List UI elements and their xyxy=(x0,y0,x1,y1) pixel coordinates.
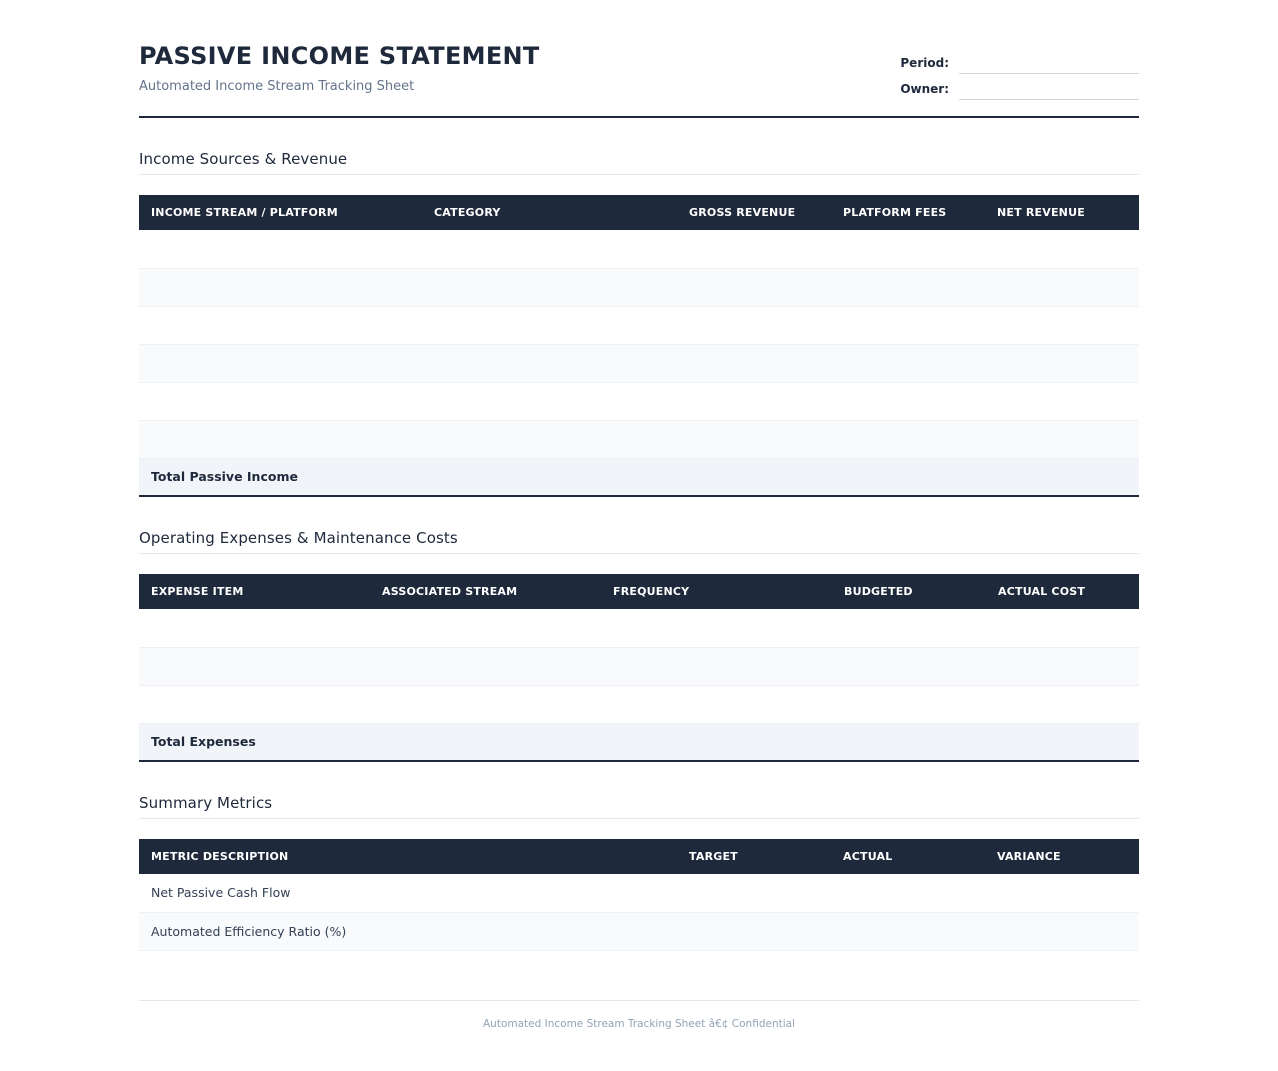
table-cell[interactable] xyxy=(677,420,831,458)
expenses-total-actual xyxy=(986,723,1139,761)
table-cell[interactable] xyxy=(985,912,1139,950)
table-cell[interactable] xyxy=(831,344,985,382)
table-cell[interactable] xyxy=(601,647,832,685)
table-cell[interactable] xyxy=(422,344,677,382)
table-cell[interactable] xyxy=(832,685,986,723)
table-cell[interactable] xyxy=(422,268,677,306)
table-row xyxy=(139,912,1139,950)
summary-col-variance: VARIANCE xyxy=(997,850,1061,863)
table-cell[interactable] xyxy=(832,609,986,647)
table-row xyxy=(139,382,1139,420)
table-row xyxy=(139,874,1139,912)
table-cell[interactable] xyxy=(139,306,422,344)
table-cell[interactable] xyxy=(985,874,1139,912)
expenses-total-row xyxy=(139,723,1139,761)
income-total-label: Total Passive Income xyxy=(139,458,677,496)
income-section-title: Income Sources & Revenue xyxy=(139,150,1139,175)
income-col-stream: INCOME STREAM / PLATFORM xyxy=(151,206,338,219)
table-cell[interactable] xyxy=(139,685,370,723)
income-col-category: CATEGORY xyxy=(434,206,501,219)
table-cell[interactable] xyxy=(831,874,985,912)
table-cell[interactable] xyxy=(422,230,677,268)
table-cell[interactable] xyxy=(139,268,422,306)
table-cell[interactable] xyxy=(139,420,422,458)
owner-label: Owner: xyxy=(900,82,949,96)
expenses-col-budgeted: BUDGETED xyxy=(844,585,913,598)
owner-field[interactable] xyxy=(959,78,1139,100)
income-total-fees xyxy=(831,458,985,496)
table-cell[interactable] xyxy=(831,230,985,268)
table-cell[interactable] xyxy=(831,420,985,458)
table-cell[interactable] xyxy=(677,344,831,382)
expenses-col-actual: ACTUAL COST xyxy=(998,585,1086,598)
expenses-total-budgeted xyxy=(832,723,986,761)
table-cell[interactable] xyxy=(677,912,831,950)
table-cell[interactable] xyxy=(139,344,422,382)
period-label: Period: xyxy=(900,56,949,70)
table-row xyxy=(139,306,1139,344)
table-cell[interactable] xyxy=(677,230,831,268)
table-cell[interactable] xyxy=(677,306,831,344)
table-cell[interactable] xyxy=(985,382,1139,420)
expenses-table xyxy=(139,574,1139,762)
income-col-fees: PLATFORM FEES xyxy=(843,206,947,219)
period-row xyxy=(879,48,1139,74)
table-cell[interactable] xyxy=(986,609,1139,647)
summary-col-metric: METRIC DESCRIPTION xyxy=(151,850,289,863)
table-row xyxy=(139,344,1139,382)
income-total-row xyxy=(139,458,1139,496)
expenses-total-label: Total Expenses xyxy=(139,723,832,761)
table-cell[interactable] xyxy=(831,268,985,306)
metric-label: Automated Efficiency Ratio (%) xyxy=(139,912,677,950)
page-title: PASSIVE INCOME STATEMENT xyxy=(139,42,540,70)
table-cell[interactable] xyxy=(422,382,677,420)
table-cell[interactable] xyxy=(985,344,1139,382)
table-cell[interactable] xyxy=(139,609,370,647)
table-cell[interactable] xyxy=(139,230,422,268)
table-row xyxy=(139,268,1139,306)
table-cell[interactable] xyxy=(832,647,986,685)
table-cell[interactable] xyxy=(139,382,422,420)
table-cell[interactable] xyxy=(986,685,1139,723)
table-cell[interactable] xyxy=(985,306,1139,344)
table-cell[interactable] xyxy=(677,382,831,420)
table-cell[interactable] xyxy=(831,382,985,420)
table-cell[interactable] xyxy=(831,306,985,344)
page-footer: Automated Income Stream Tracking Sheet â€¢ Confidential xyxy=(139,1000,1139,1030)
period-field[interactable] xyxy=(959,52,1139,74)
summary-col-target: TARGET xyxy=(689,850,738,863)
metric-label: Net Passive Cash Flow xyxy=(139,874,677,912)
table-row xyxy=(139,647,1139,685)
table-cell[interactable] xyxy=(370,609,601,647)
summary-section-title: Summary Metrics xyxy=(139,794,1139,819)
document-header xyxy=(139,0,1139,118)
table-cell[interactable] xyxy=(139,647,370,685)
table-cell[interactable] xyxy=(985,268,1139,306)
table-cell[interactable] xyxy=(601,685,832,723)
income-col-gross: GROSS REVENUE xyxy=(689,206,796,219)
income-table xyxy=(139,195,1139,497)
page-subtitle: Automated Income Stream Tracking Sheet xyxy=(139,79,415,94)
table-cell[interactable] xyxy=(422,420,677,458)
meta-fields xyxy=(879,48,1139,100)
summary-table xyxy=(139,839,1139,951)
statement-page xyxy=(139,0,1139,1030)
table-cell[interactable] xyxy=(601,609,832,647)
summary-header-row xyxy=(139,839,1139,874)
table-row xyxy=(139,420,1139,458)
expenses-col-frequency: FREQUENCY xyxy=(613,585,690,598)
summary-col-actual: ACTUAL xyxy=(843,850,893,863)
table-cell[interactable] xyxy=(831,912,985,950)
table-cell[interactable] xyxy=(677,874,831,912)
expenses-section-title: Operating Expenses & Maintenance Costs xyxy=(139,529,1139,554)
table-cell[interactable] xyxy=(985,230,1139,268)
income-total-net xyxy=(985,458,1139,496)
table-row xyxy=(139,685,1139,723)
table-cell[interactable] xyxy=(986,647,1139,685)
table-cell[interactable] xyxy=(370,685,601,723)
expenses-col-stream: ASSOCIATED STREAM xyxy=(382,585,518,598)
expenses-col-item: EXPENSE ITEM xyxy=(151,585,244,598)
income-total-gross xyxy=(677,458,831,496)
table-cell[interactable] xyxy=(677,268,831,306)
income-header-row xyxy=(139,195,1139,230)
table-row xyxy=(139,230,1139,268)
table-cell[interactable] xyxy=(370,647,601,685)
expenses-header-row xyxy=(139,574,1139,609)
table-cell[interactable] xyxy=(422,306,677,344)
table-row xyxy=(139,609,1139,647)
income-col-net: NET REVENUE xyxy=(997,206,1085,219)
owner-row xyxy=(879,74,1139,100)
table-cell[interactable] xyxy=(985,420,1139,458)
